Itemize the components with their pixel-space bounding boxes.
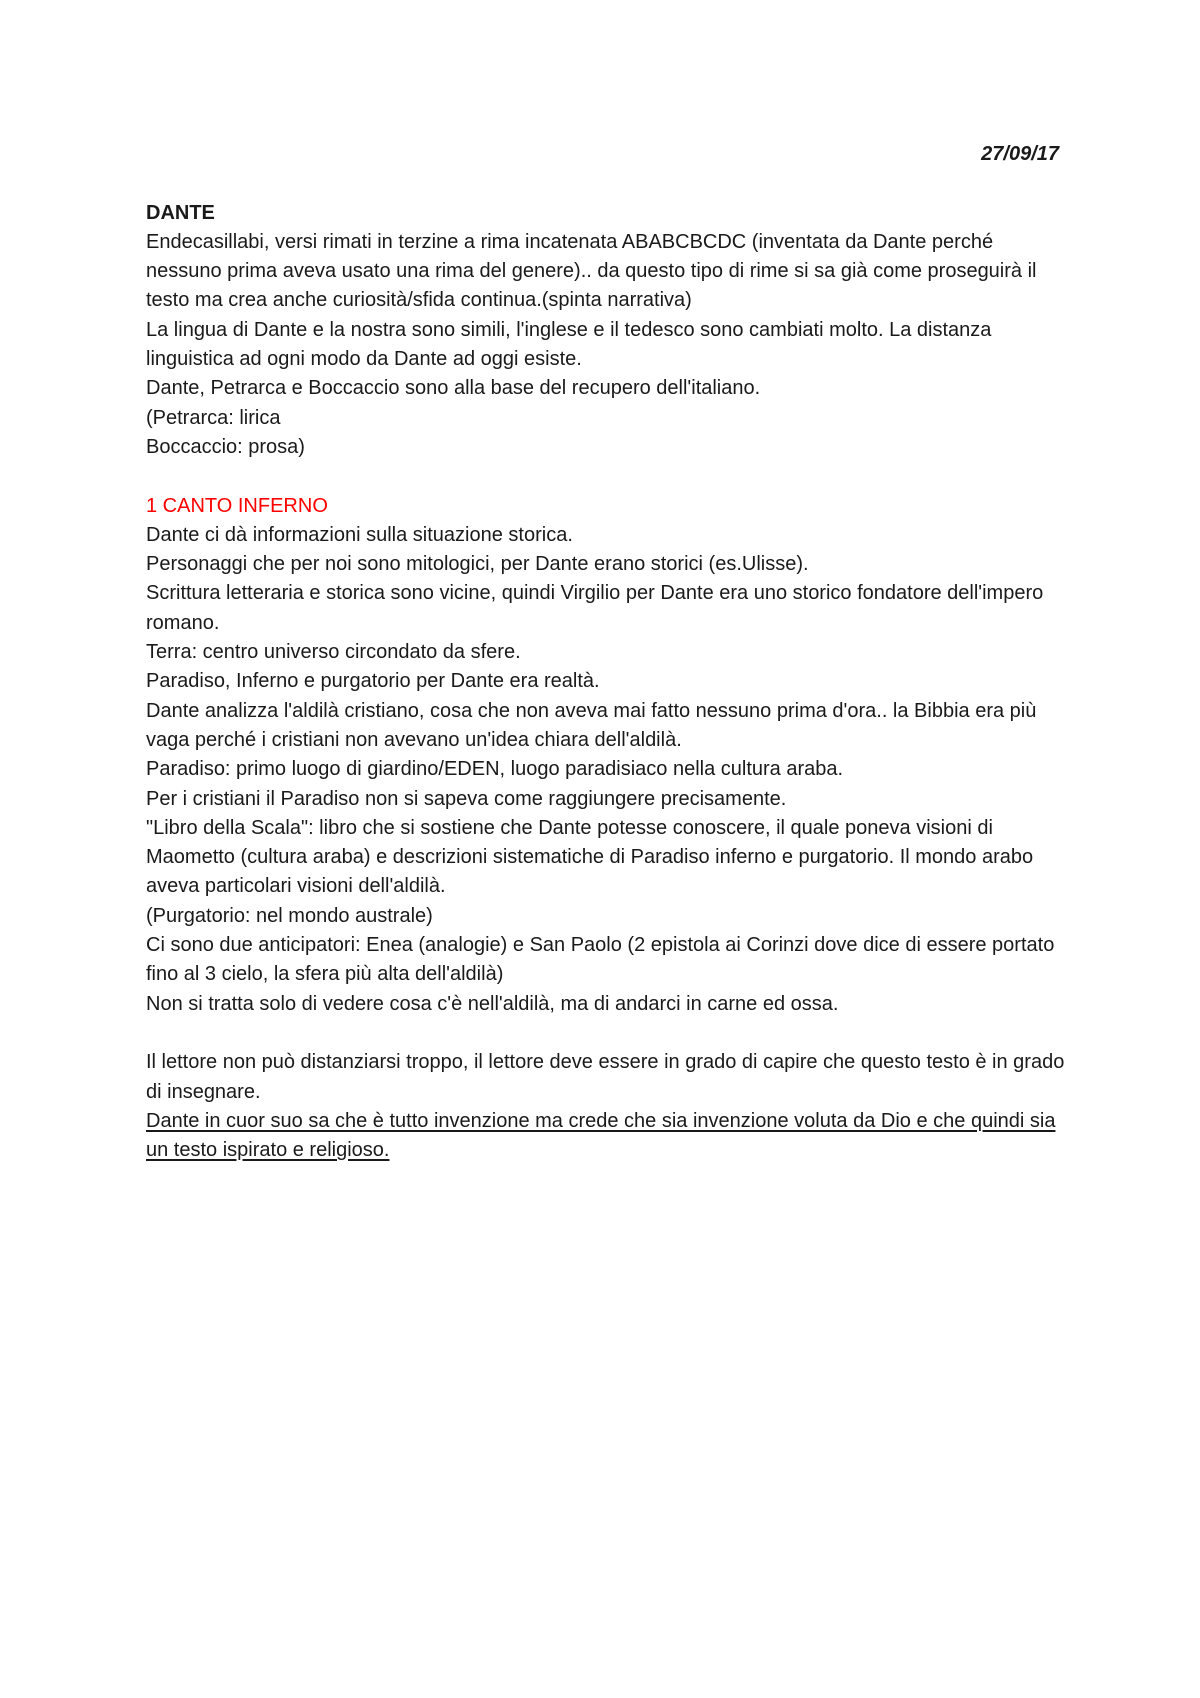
paragraph: (Purgatorio: nel mondo australe) xyxy=(146,904,433,927)
paragraph: Dante, Petrarca e Boccaccio sono alla base del recupero dell'italiano. xyxy=(146,377,761,400)
paragraph: Boccaccio: prosa) xyxy=(146,435,305,458)
section-heading-canto-inferno: 1 CANTO INFERNO xyxy=(146,494,328,517)
paragraph: Dante analizza l'aldilà cristiano, cosa che non aveva mai fatto nessuno prima d'ora.. la Bibbia era più vaga perché i cristiani non avevano un'idea chiara dell'aldilà. xyxy=(146,699,1037,751)
document-content xyxy=(146,140,1066,1165)
paragraph: Paradiso, Inferno e purgatorio per Dante era realtà. xyxy=(146,670,600,693)
paragraph: Per i cristiani il Paradiso non si sapeva come raggiungere precisamente. xyxy=(146,787,787,810)
paragraph: La lingua di Dante e la nostra sono simili, l'inglese e il tedesco sono cambiati molto. La distanza linguistica ad ogni modo da Dante ad oggi esiste. xyxy=(146,318,992,371)
paragraph: Paradiso: primo luogo di giardino/EDEN, luogo paradisiaco nella cultura araba. xyxy=(146,758,844,781)
paragraph: Scrittura letteraria e storica sono vicine, quindi Virgilio per Dante era uno storico fondatore dell'impero romano. xyxy=(146,582,1044,634)
spacer xyxy=(146,169,1066,198)
spacer xyxy=(146,462,1066,491)
paragraph: Personaggi che per noi sono mitologici, per Dante erano storici (es.Ulisse). xyxy=(146,553,809,576)
section-heading-dante: DANTE xyxy=(146,201,215,224)
paragraph: (Petrarca: lirica xyxy=(146,406,281,429)
underlined-conclusion: Dante in cuor suo sa che è tutto invenzione ma crede che sia invenzione voluta da Dio e che quindi sia un testo ispirato e religioso. xyxy=(146,1109,1056,1162)
document-date: 27/09/17 xyxy=(981,143,1059,165)
paragraph: Terra: centro universo circondato da sfere. xyxy=(146,641,521,664)
paragraph: Il lettore non può distanziarsi troppo, il lettore deve essere in grado di capire che questo testo è in grado di insegnare. xyxy=(146,1051,1065,1103)
paragraph: Dante ci dà informazioni sulla situazione storica. xyxy=(146,523,573,546)
spacer xyxy=(146,1019,1066,1048)
paragraph: Non si tratta solo di vedere cosa c'è nell'aldilà, ma di andarci in carne ed ossa. xyxy=(146,992,839,1015)
paragraph: Endecasillabi, versi rimati in terzine a rima incatenata ABABCBCDC (inventata da Dante perché nessuno prima aveva usato una rima del genere).. da questo tipo di rime si sa già come proseguirà il testo ma crea anche curiosità/sfida continua.(spinta narrativa) xyxy=(146,230,1037,312)
paragraph: Ci sono due anticipatori: Enea (analogie) e San Paolo (2 epistola ai Corinzi dove dice di essere portato fino al 3 cielo, la sfera più alta dell'aldilà) xyxy=(146,934,1055,986)
paragraph: "Libro della Scala": libro che si sostiene che Dante potesse conoscere, il quale poneva visioni di Maometto (cultura araba) e descrizioni sistematiche di Paradiso inferno e purgatorio. Il mondo arabo aveva particolari visioni dell'aldilà. xyxy=(146,816,1034,898)
